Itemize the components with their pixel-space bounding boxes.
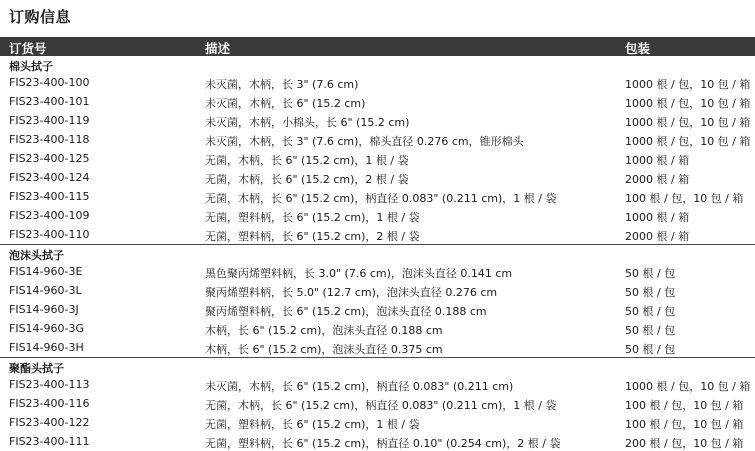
cell-packaging: 2000 根 / 箱 [625,230,690,243]
cell-packaging: 50 根 / 包 [625,286,676,299]
table-row [0,281,755,300]
cell-description: 未灭菌，木柄，长 6" (15.2 cm)，柄直径 0.083" (0.211 cm) [205,380,514,393]
cell-packaging: 100 根 / 包，10 包 / 箱 [625,418,744,431]
table-row [0,92,755,111]
cell-description: 无菌，塑料柄，长 6" (15.2 cm)，1 根 / 袋 [205,418,420,431]
table-row [0,187,755,206]
cell-description: 聚丙烯塑料柄，长 5.0" (12.7 cm)，泡沫头直径 0.276 cm [205,286,498,299]
cell-order-no: FIS23-400-109 [9,209,90,222]
cell-order-no: FIS23-400-124 [9,171,90,184]
cell-packaging: 1000 根 / 包，10 包 / 箱 [625,380,751,393]
cell-packaging: 200 根 / 包，10 包 / 箱 [625,437,744,450]
section-heading [0,56,755,73]
table-row [0,432,755,451]
cell-description: 无菌，木柄，长 6" (15.2 cm)，2 根 / 袋 [205,173,409,186]
table-row [0,206,755,225]
table-row [0,319,755,338]
cell-description: 黑色聚丙烯塑料柄，长 3.0" (7.6 cm)，泡沫头直径 0.141 cm [205,267,513,280]
cell-description: 聚丙烯塑料柄，长 6" (15.2 cm)，泡沫头直径 0.188 cm [205,305,487,318]
section-title: 棉头拭子 [9,60,53,73]
cell-order-no: FIS14-960-3J [9,303,79,316]
table-row [0,413,755,432]
table-header [0,37,755,56]
table-row [0,130,755,149]
cell-packaging: 50 根 / 包 [625,343,676,356]
cell-description: 未灭菌，木柄，长 3" (7.6 cm) [205,78,359,91]
cell-order-no: FIS23-400-122 [9,416,90,429]
cell-description: 无菌，木柄，长 6" (15.2 cm)，柄直径 0.083" (0.211 cm)，1 根 / 袋 [205,192,557,205]
table-body [0,56,755,451]
section-title: 泡沫头拭子 [9,249,64,262]
cell-packaging: 1000 根 / 箱 [625,211,690,224]
cell-packaging: 50 根 / 包 [625,267,676,280]
cell-packaging: 1000 根 / 箱 [625,154,690,167]
cell-order-no: FIS23-400-116 [9,397,90,410]
cell-order-no: FIS23-400-110 [9,228,90,241]
cell-description: 无菌，木柄，长 6" (15.2 cm)，柄直径 0.083" (0.211 cm)，1 根 / 袋 [205,399,557,412]
cell-packaging: 100 根 / 包，10 包 / 箱 [625,192,744,205]
cell-order-no: FIS14-960-3H [9,341,84,354]
cell-description: 无菌，塑料柄，长 6" (15.2 cm)，柄直径 0.10" (0.254 cm)，2 根 / 袋 [205,437,561,450]
cell-description: 木柄，长 6" (15.2 cm)，泡沫头直径 0.188 cm [205,324,443,337]
table-row [0,262,755,281]
header-order-no: 订货号 [9,41,47,56]
cell-order-no: FIS14-960-3G [9,322,85,335]
cell-order-no: FIS23-400-100 [9,76,90,89]
cell-description: 无菌，木柄，长 6" (15.2 cm)，1 根 / 袋 [205,154,409,167]
cell-description: 无菌，塑料柄，长 6" (15.2 cm)，1 根 / 袋 [205,211,420,224]
table-row [0,225,755,244]
cell-description: 木柄，长 6" (15.2 cm)，泡沫头直径 0.375 cm [205,343,443,356]
section-heading [0,357,755,375]
cell-order-no: FIS23-400-125 [9,152,90,165]
cell-order-no: FIS14-960-3L [9,284,82,297]
cell-description: 无菌，塑料柄，长 6" (15.2 cm)，2 根 / 袋 [205,230,420,243]
table-row [0,73,755,92]
cell-order-no: FIS23-400-113 [9,378,90,391]
cell-packaging: 2000 根 / 箱 [625,173,690,186]
cell-packaging: 100 根 / 包，10 包 / 箱 [625,399,744,412]
cell-order-no: FIS23-400-119 [9,114,90,127]
cell-order-no: FIS23-400-118 [9,133,90,146]
cell-order-no: FIS23-400-115 [9,190,90,203]
cell-packaging: 50 根 / 包 [625,324,676,337]
section-title: 聚酯头拭子 [9,362,64,375]
header-description: 描述 [205,41,231,56]
table-row [0,394,755,413]
table-row [0,111,755,130]
section-heading [0,244,755,262]
header-packaging: 包装 [625,41,651,56]
page-title: 订购信息 [9,8,72,26]
table-row [0,168,755,187]
cell-description: 未灭菌，木柄，长 6" (15.2 cm) [205,97,366,110]
table-row [0,338,755,357]
cell-order-no: FIS23-400-101 [9,95,90,108]
cell-description: 未灭菌，木柄，小棉头，长 6" (15.2 cm) [205,116,410,129]
cell-packaging: 1000 根 / 包，10 包 / 箱 [625,135,751,148]
cell-packaging: 1000 根 / 包，10 包 / 箱 [625,97,751,110]
table-row [0,149,755,168]
order-table [0,37,755,451]
cell-description: 未灭菌，木柄，长 3" (7.6 cm)，棉头直径 0.276 cm，锥形棉头 [205,135,524,148]
cell-order-no: FIS14-960-3E [9,265,83,278]
cell-packaging: 1000 根 / 包，10 包 / 箱 [625,78,751,91]
cell-order-no: FIS23-400-111 [9,435,90,448]
table-row [0,300,755,319]
cell-packaging: 50 根 / 包 [625,305,676,318]
cell-packaging: 1000 根 / 包，10 包 / 箱 [625,116,751,129]
table-row [0,375,755,394]
